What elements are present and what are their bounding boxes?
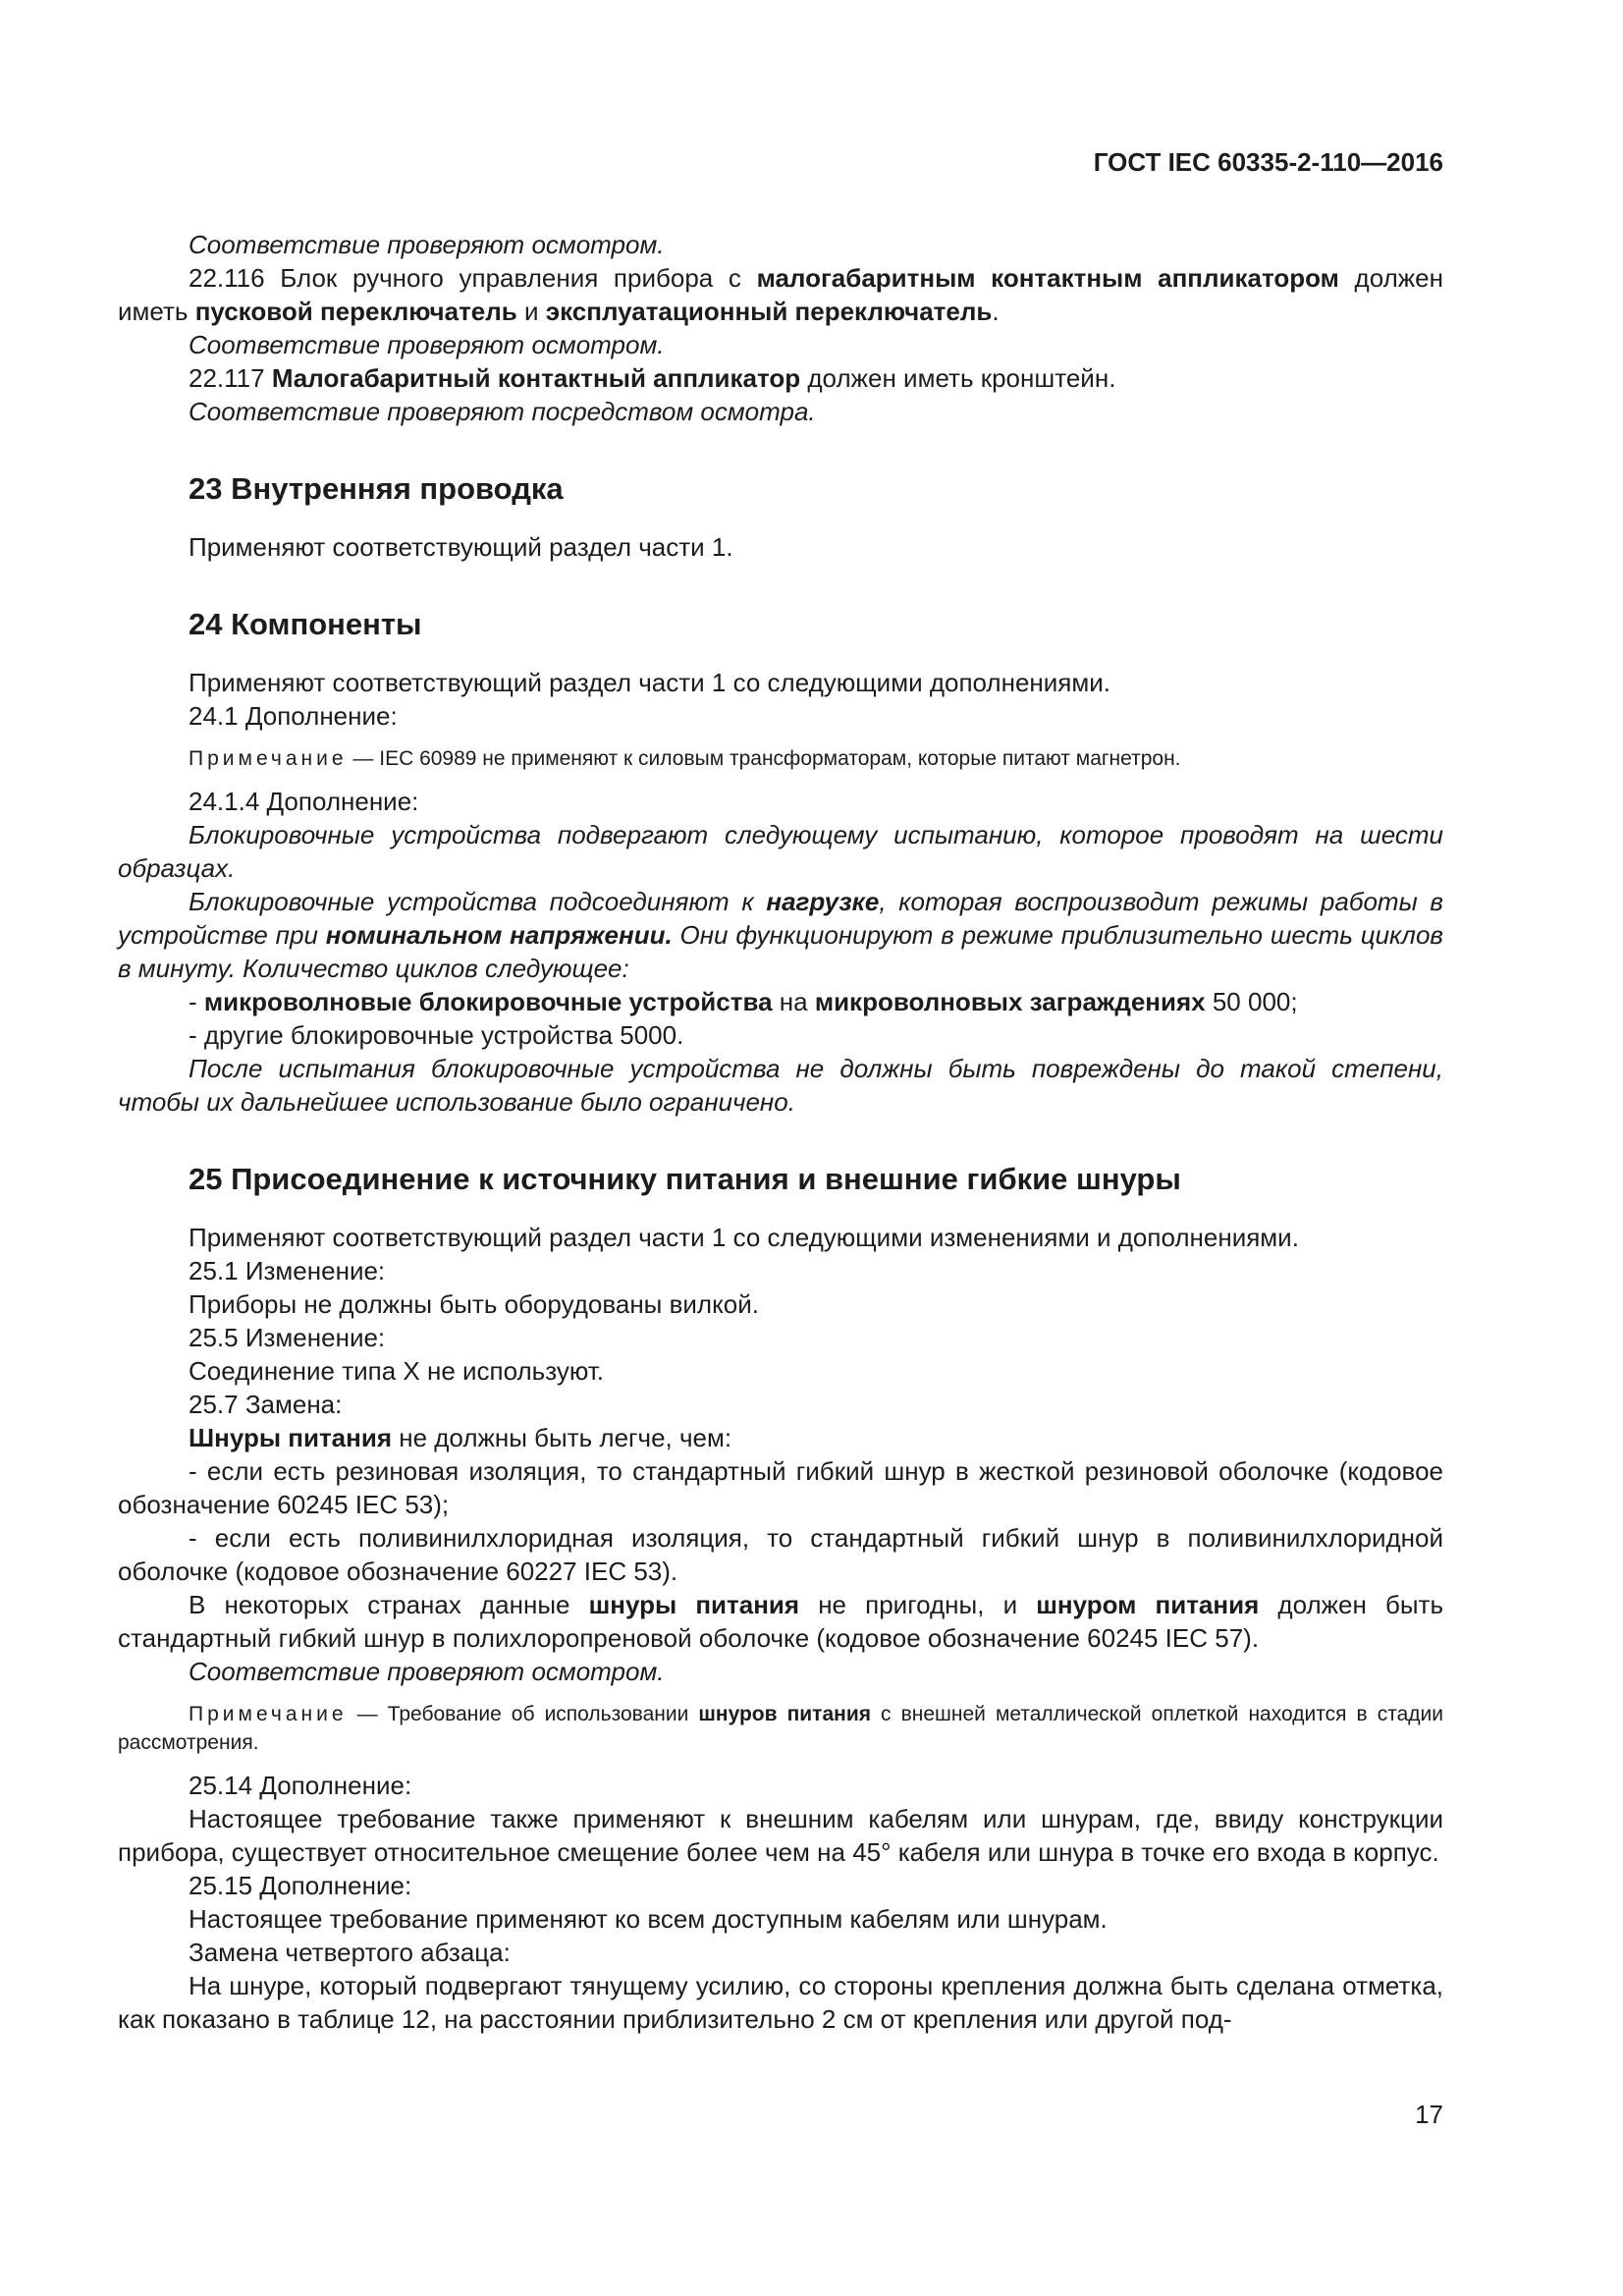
paragraph: - если есть поливинилхлоридная изоляция, то стандартный гибкий шнур в поливинилхлоридной оболочке (кодовое обозначение 60227 IEC 53). xyxy=(118,1523,1443,1586)
paragraph: Замена четвертого абзаца: xyxy=(189,1938,511,1967)
paragraph: 25.5 Изменение: xyxy=(189,1323,386,1352)
paragraph: 24.1.4 Дополнение: xyxy=(189,787,419,816)
paragraph: 24.1 Дополнение: xyxy=(189,701,398,731)
paragraph: 22.116 Блок ручного управления прибора с малогабаритным контактным аппликатором должен иметь пусковой переключатель и эксплуатационный переключатель. xyxy=(118,263,1443,326)
paragraph: 25.14 Дополнение: xyxy=(189,1771,412,1800)
paragraph: Применяют соответствующий раздел части 1 со следующими изменениями и дополнениями. xyxy=(189,1223,1299,1252)
paragraph: 25.1 Изменение: xyxy=(189,1256,386,1285)
paragraph: Соответствие проверяют осмотром. xyxy=(189,1657,665,1686)
note: Примечание — IEC 60989 не применяют к силовым трансформаторам, которые питают магнетрон. xyxy=(189,747,1181,770)
paragraph: Применяют соответствующий раздел части 1. xyxy=(189,532,733,562)
paragraph: Настоящее требование применяют ко всем доступным кабелям или шнурам. xyxy=(189,1904,1108,1934)
paragraph: Соответствие проверяют осмотром. xyxy=(189,230,665,259)
document-header: ГОСТ IEC 60335-2-110—2016 xyxy=(1093,147,1443,177)
section-heading-25: 25 Присоединение к источнику питания и внешние гибкие шнуры xyxy=(189,1162,1181,1196)
note: Примечание — Требование об использовании шнуров питания с внешней металлической оплеткой находится в стадии рассмотрения. xyxy=(118,1703,1443,1754)
list-item: - другие блокировочные устройства 5000. xyxy=(189,1020,684,1050)
paragraph: Блокировочные устройства подсоединяют к нагрузке, которая воспроизводит режимы работы в устройстве при номинальном напряжении. Они функционируют в режиме приблизительно шесть циклов в минуту. Количество циклов следующее: xyxy=(118,887,1444,983)
paragraph: Шнуры питания не должны быть легче, чем: xyxy=(189,1423,732,1452)
list-item: - микроволновые блокировочные устройства на микроволновых заграждениях 50 000; xyxy=(189,987,1298,1016)
paragraph: 25.15 Дополнение: xyxy=(189,1871,412,1900)
paragraph: Приборы не должны быть оборудованы вилкой. xyxy=(189,1289,759,1319)
page-content xyxy=(118,228,1443,2036)
paragraph: Соединение типа X не используют. xyxy=(189,1356,605,1386)
paragraph: 22.117 Малогабаритный контактный аппликатор должен иметь кронштейн. xyxy=(189,363,1116,393)
paragraph: Соответствие проверяют посредством осмотра. xyxy=(189,397,816,426)
paragraph: Блокировочные устройства подвергают следующему испытанию, которое проводят на шести образцах. xyxy=(118,820,1443,883)
paragraph: В некоторых странах данные шнуры питания не пригодны, и шнуром питания должен быть стандартный гибкий шнур в полихлоропреновой оболочке (кодовое обозначение 60245 IEC 57). xyxy=(118,1590,1444,1653)
paragraph: 25.7 Замена: xyxy=(189,1390,343,1419)
page-number: 17 xyxy=(1415,2100,1443,2129)
section-heading-24: 24 Компоненты xyxy=(189,607,422,641)
section-heading-23: 23 Внутренняя проводка xyxy=(189,471,564,506)
paragraph: Применяют соответствующий раздел части 1 со следующими дополнениями. xyxy=(189,668,1110,697)
paragraph: После испытания блокировочные устройства не должны быть повреждены до такой степени, чтобы их дальнейшее использование было ограничено. xyxy=(118,1054,1443,1117)
paragraph: - если есть резиновая изоляция, то стандартный гибкий шнур в жесткой резиновой оболочке (кодовое обозначение 60245 IEC 53); xyxy=(118,1456,1443,1519)
paragraph: Соответствие проверяют осмотром. xyxy=(189,330,665,359)
paragraph: На шнуре, который подвергают тянущему усилию, со стороны крепления должна быть сделана отметка, как показано в таблице 12, на расстоянии приблизительно 2 см от крепления или другой под- xyxy=(118,1971,1443,2034)
paragraph: Настоящее требование также применяют к внешним кабелям или шнурам, где, ввиду конструкции прибора, существует относительное смещение более чем на 45° кабеля или шнура в точке его входа в корпус. xyxy=(118,1804,1443,1867)
